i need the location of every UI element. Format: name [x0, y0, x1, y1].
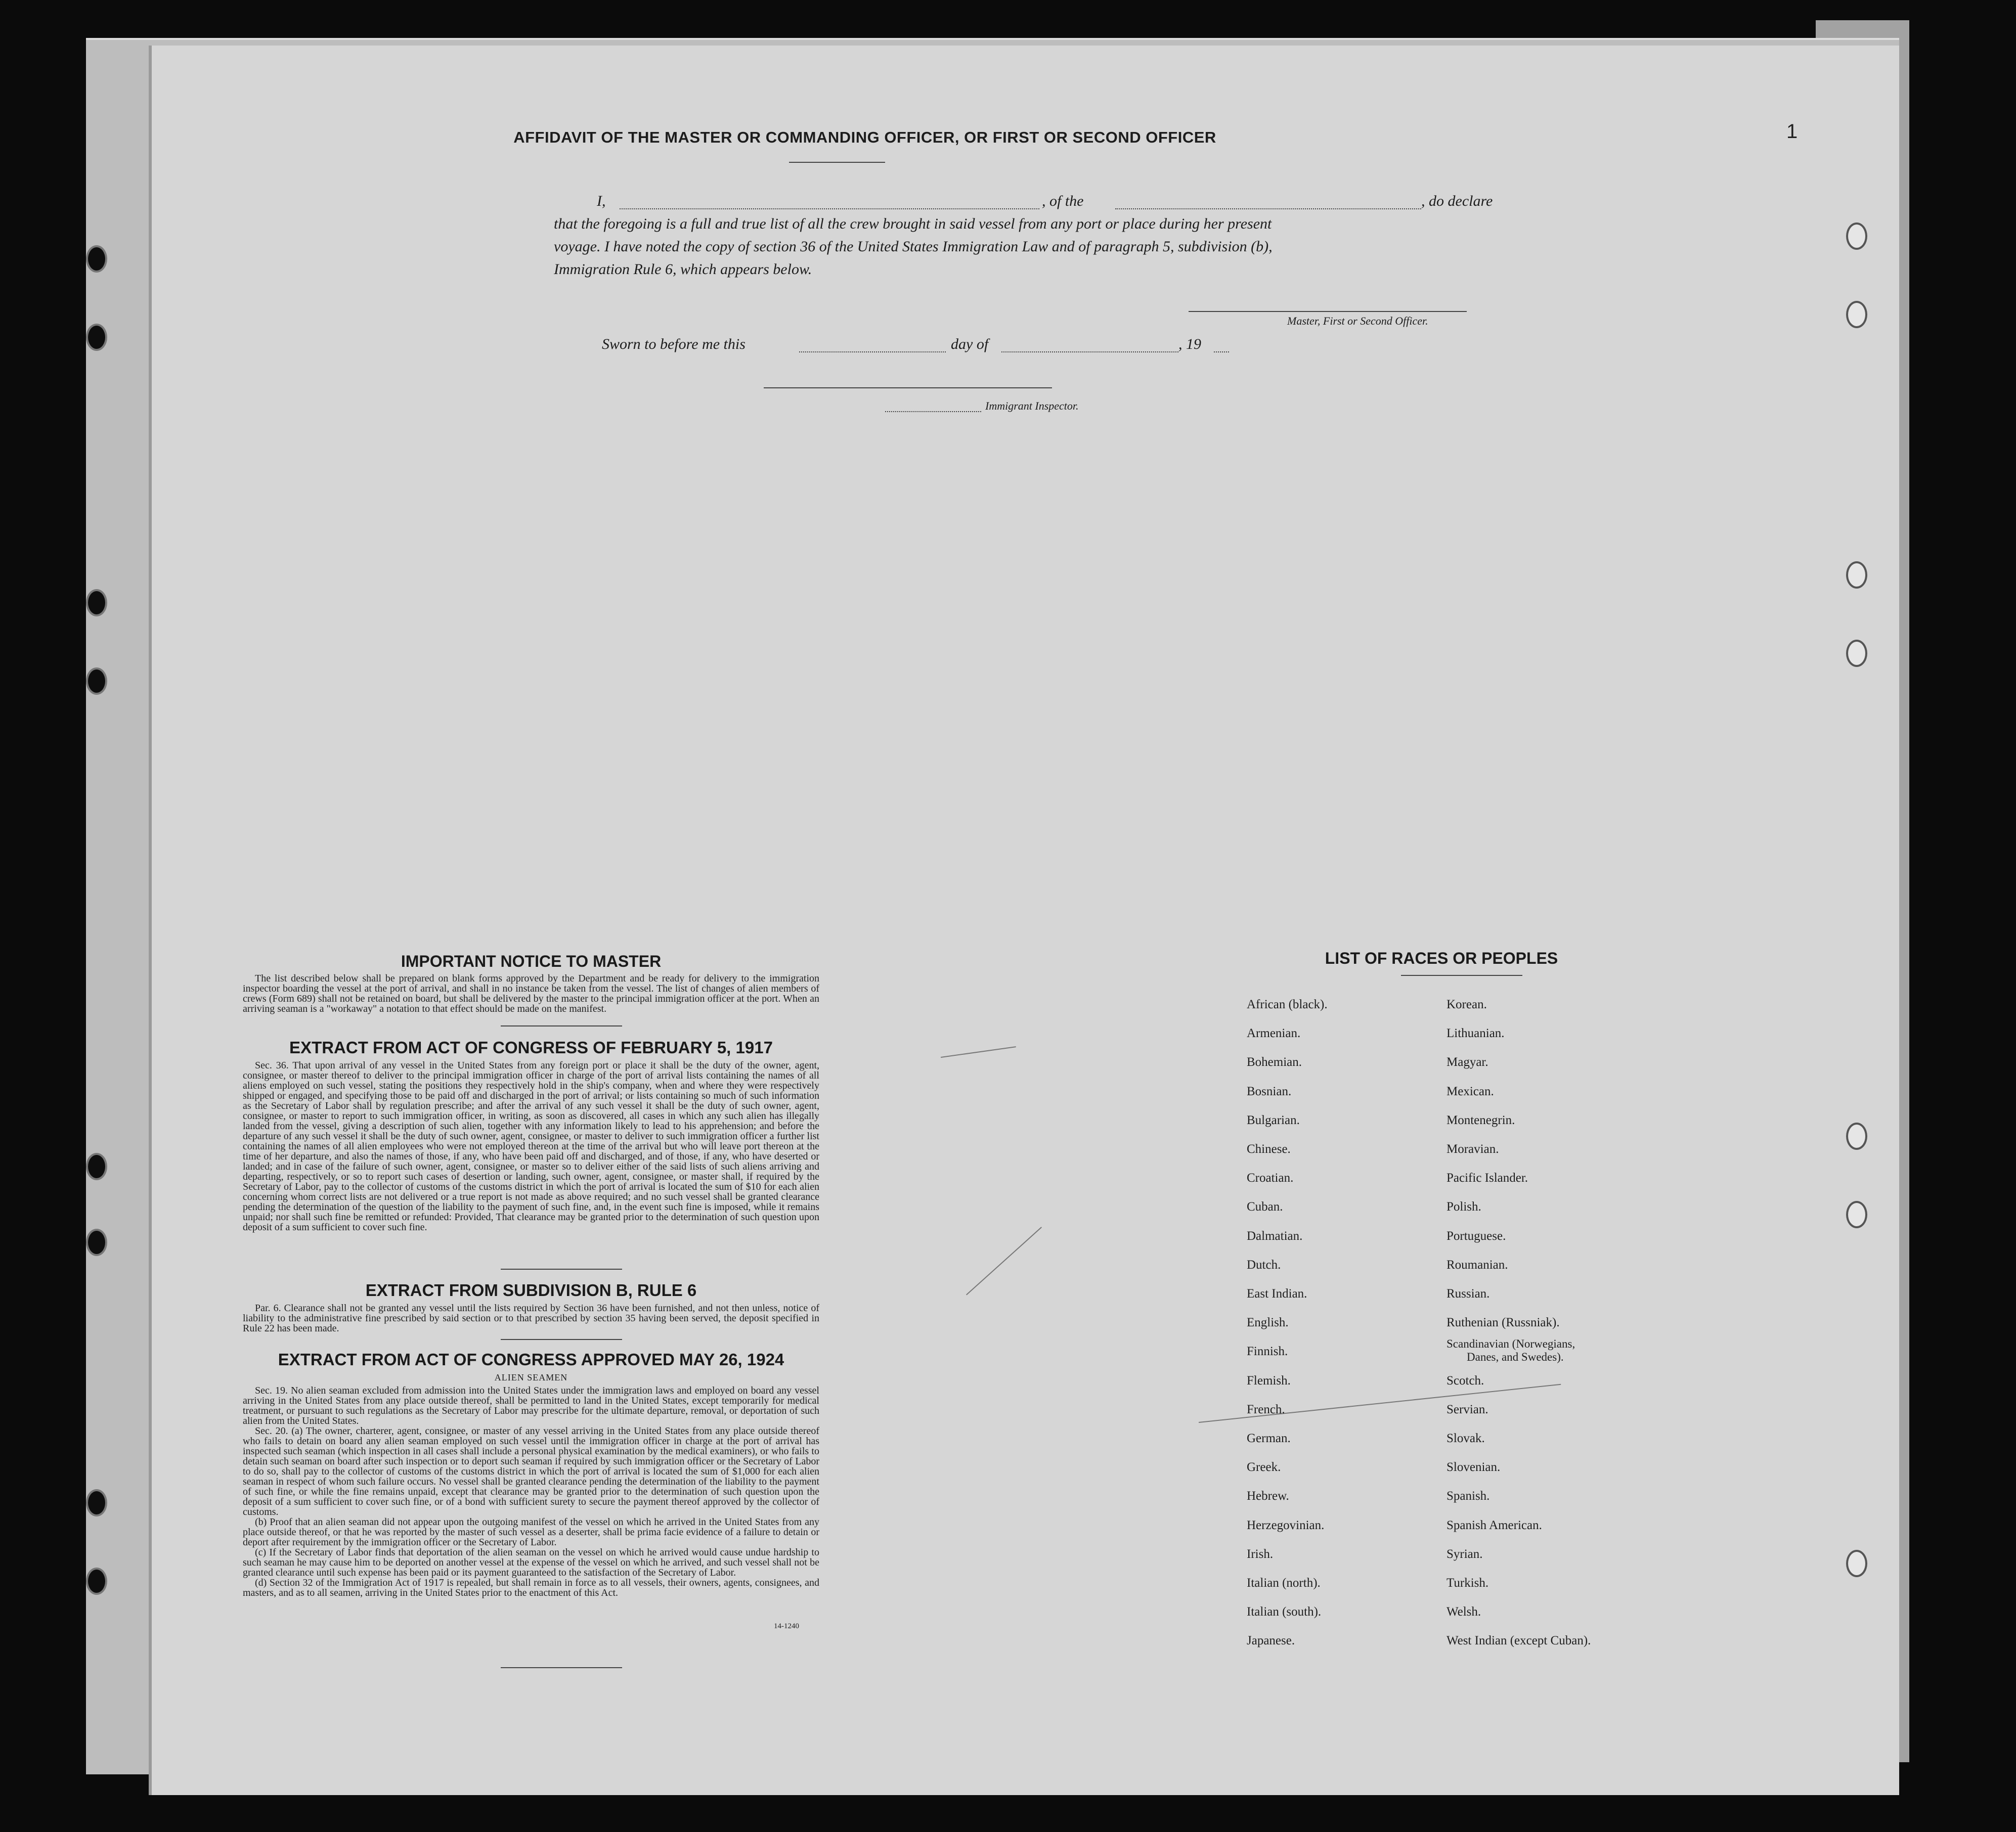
pencil-line-3 — [941, 1046, 1016, 1058]
race-right-item: Magyar. — [1447, 1055, 1488, 1069]
race-left-item: Dutch. — [1247, 1258, 1281, 1272]
binder-hole-2 — [86, 324, 107, 351]
race-left-item: Italian (north). — [1247, 1576, 1321, 1590]
affidavit-line-4: Immigration Rule 6, which appears below. — [554, 261, 812, 278]
binder-hole-right-2 — [1846, 301, 1867, 328]
race-right-item: Ruthenian (Russniak). — [1447, 1316, 1560, 1330]
race-right-item: Moravian. — [1447, 1142, 1499, 1156]
race-right-item: Spanish. — [1447, 1489, 1490, 1503]
race-right-item: Slovak. — [1447, 1432, 1485, 1445]
section-20b-paragraph: (b) Proof that an alien seaman did not appear upon the outgoing manifest of the vessel on which he arrived in the United States from any place outside thereof, or that he was reported by the master of such vessel as a deserter, shall be prima facie evidence of a failure to detain or deport after requirement by the immigration officer or the Secretary of Labor. — [243, 1516, 819, 1548]
extract-1917-text — [243, 1060, 819, 1263]
race-right-item: Polish. — [1447, 1200, 1481, 1214]
title-rule — [789, 162, 885, 163]
form-number: 14-1240 — [774, 1622, 799, 1630]
race-left-item: Hebrew. — [1247, 1489, 1289, 1503]
bottom-rule — [501, 1667, 622, 1668]
race-right-item: Servian. — [1447, 1402, 1488, 1416]
affidavit-title: AFFIDAVIT OF THE MASTER OR COMMANDING OFFICER, OR FIRST OR SECOND OFFICER — [513, 128, 1216, 146]
affidavit-sheet — [152, 46, 1899, 1795]
notice-text — [243, 973, 819, 1016]
binder-hole-6 — [86, 1229, 107, 1256]
binder-hole-right-5 — [1846, 1123, 1867, 1150]
affidavit-line-1 — [597, 190, 1659, 213]
race-right-item: West Indian (except Cuban). — [1447, 1634, 1591, 1648]
binder-hole-right-1 — [1846, 222, 1867, 250]
races-title: LIST OF RACES OR PEOPLES — [1325, 949, 1558, 967]
binder-hole-right-6 — [1846, 1201, 1867, 1228]
affidavit-i: I, — [597, 193, 606, 209]
affidavit-of-the: , of the — [1042, 193, 1084, 209]
extract-1917-title: EXTRACT FROM ACT OF CONGRESS OF FEBRUARY 5, 1917 — [289, 1038, 773, 1057]
race-right-item: Welsh. — [1447, 1605, 1481, 1619]
race-right-item: Syrian. — [1447, 1547, 1483, 1561]
race-left-item: Croatian. — [1247, 1171, 1294, 1185]
notice-paragraph: The list described below shall be prepared on blank forms approved by the Department and be ready for delivery to the immigration inspector boarding the vessel at the port of arrival, and shall in no instance be taken from the vessel. The list of changes of alien members of crews (Form 689) shall not be retained on board, but shall be delivered by the master to the principal immigration officer at the port. When an arriving seaman is a "workaway" a notation to that effect should be made on the manifest. — [243, 973, 819, 1014]
officer-label: Master, First or Second Officer. — [1287, 315, 1428, 327]
binder-hole-right-4 — [1846, 640, 1867, 667]
sworn-month-blank — [1001, 351, 1178, 352]
race-left-item: Flemish. — [1247, 1373, 1291, 1388]
section-20c-paragraph: (c) If the Secretary of Labor finds that deportation of the alien seaman on the vessel on which he arrived would cause undue hardship to such seaman he may cause him to be deported on another vessel at the expense of the vessel on which he arrived, and such vessel shall not be granted clearance until such expense has been paid or its payment guaranteed to the satisfaction of the Secretary of Labor. — [243, 1547, 819, 1578]
race-right-item: Slovenian. — [1447, 1460, 1501, 1474]
alien-seamen-subtitle: ALIEN SEAMEN — [494, 1372, 568, 1382]
affidavit-declare: , do declare — [1421, 193, 1493, 209]
section-20a-paragraph: Sec. 20. (a) The owner, charterer, agent, consignee, or master of any vessel arriving in the United States from any place outside thereof who fails to detain on board any alien seaman employed on such vessel until the immigration officer in charge at the port of arrival has inspected such seaman (which inspection in all cases shall include a personal physical examination by the medical examiners), or who fails to detain such seaman on board after such inspection or to deport such seaman if required by such immigration officer or the Secretary of Labor to do so, shall pay to the collector of customs of the customs district in which the port of arrival is located the sum of $1,000 for each alien seaman in respect of whom such failure occurs. No vessel shall be granted clearance pending the determination of the liability to the payment of such fine, or while the fine remains unpaid, except that clearance may be granted prior to the determination of such question upon the deposit of a sum sufficient to cover such fine, or of a bond with sufficient surety to secure the payment thereof approved by the collector of customs. — [243, 1425, 819, 1517]
binder-hole-right-7 — [1846, 1550, 1867, 1577]
pencil-line-2 — [966, 1227, 1042, 1295]
extract-1924-text — [243, 1386, 819, 1633]
binder-hole-7 — [86, 1489, 107, 1516]
race-right-item: Mexican. — [1447, 1084, 1494, 1098]
race-right-item: Danes, and Swedes). — [1467, 1351, 1564, 1364]
race-left-item: Bosnian. — [1247, 1084, 1292, 1098]
race-right-item: Scotch. — [1447, 1373, 1484, 1388]
inspector-signature-line — [764, 387, 1052, 388]
margin-mark: 1 — [1786, 120, 1798, 143]
race-left-item: Italian (south). — [1247, 1605, 1322, 1619]
affidavit-line-3: voyage. I have noted the copy of section 36 of the United States Immigration Law and of paragraph 5, subdivision (b), — [554, 238, 1273, 255]
year-label: , 19 — [1178, 336, 1201, 352]
section-36-paragraph: Sec. 36. That upon arrival of any vessel in the United States from any foreign port or place it shall be the duty of the owner, agent, consignee, or master thereof to deliver to the principal immigration officer in charge of the port of arrival lists containing the names of all aliens employed on such vessel, stating the positions they respectively hold in the ship's company, when and where they were respectively shipped or engaged, and specifying those to be paid off and discharged in the port of arrival; or lists containing so much of such information as the Secretary of Labor shall by regulation prescribe; and after the arrival of any such vessel it shall be the duty of such owner, agent, consignee, or master to report to such immigration officer, in writing, as soon as discovered, all cases in which any such alien has illegally landed from the vessel, giving a description of such alien, together with any information likely to lead to his apprehension; and before the departure of any such vessel it shall be the duty of such owner, agent, consignee, or master to deliver to such immigration officer a further list containing the names of all alien employees who were not employed thereon at the time of the arrival but who will leave port thereon at the time of her departure, and also the names of those, if any, who have been paid off and discharged, and of those, if any, who have deserted or landed; and in case of the failure of such owner, agent, consignee, or master so to deliver either of the said lists of such aliens arriving and departing, respectively, or so to report such cases of desertion or landing, such owner, agent, consignee, or master shall, if required by the Secretary of Labor, pay to the collector of customs of the customs district in which the port of arrival is located the sum of $10 for each alien concerning whom correct lists are not delivered or a true report is not made as above required; and no such vessel shall be granted clearance pending the determination of the question of the liability to the payment of such fine, and, in the event such fine is imposed, while it remains unpaid; nor shall such fine be remitted or refunded: Provided, That clearance may be granted prior to the determination of such question upon deposit of a sum sufficient to cover such fine. — [243, 1060, 819, 1233]
inspector-dots — [885, 411, 981, 412]
race-left-item: Chinese. — [1247, 1142, 1291, 1156]
day-of-label: day of — [951, 336, 989, 352]
race-right-item: Turkish. — [1447, 1576, 1489, 1590]
race-left-item: German. — [1247, 1432, 1291, 1445]
race-right-item: Scandinavian (Norwegians, — [1447, 1337, 1575, 1351]
race-left-item: Herzegovinian. — [1247, 1518, 1325, 1532]
section-20d-paragraph: (d) Section 32 of the Immigration Act of 1917 is repealed, but shall remain in force as to all vessels, their owners, agents, consignees, and masters, and as to all seamen, arriving in the United States prior to the enactment of this Act. — [243, 1577, 819, 1598]
race-left-item: English. — [1247, 1316, 1289, 1330]
race-right-item: Russian. — [1447, 1287, 1490, 1301]
race-left-item: Armenian. — [1247, 1026, 1301, 1041]
race-left-item: French. — [1247, 1402, 1285, 1416]
race-left-item: African (black). — [1247, 998, 1328, 1011]
inspector-label: Immigrant Inspector. — [985, 399, 1079, 412]
race-right-item: Portuguese. — [1447, 1229, 1506, 1243]
binder-hole-1 — [86, 245, 107, 273]
notice-title: IMPORTANT NOTICE TO MASTER — [401, 952, 662, 970]
vessel-blank — [1115, 208, 1421, 209]
race-left-item: Greek. — [1247, 1460, 1281, 1474]
race-right-item: Spanish American. — [1447, 1518, 1542, 1532]
race-left-item: Japanese. — [1247, 1634, 1295, 1648]
sworn-day-blank — [799, 351, 946, 352]
race-left-item: East Indian. — [1247, 1287, 1307, 1301]
race-right-item: Korean. — [1447, 998, 1487, 1011]
race-left-item: Finnish. — [1247, 1345, 1288, 1359]
officer-signature-line — [1189, 311, 1467, 312]
binder-hole-8 — [86, 1568, 107, 1595]
race-left-item: Irish. — [1247, 1547, 1274, 1561]
name-blank — [620, 208, 1039, 209]
race-right-item: Montenegrin. — [1447, 1113, 1515, 1127]
race-right-item: Pacific Islander. — [1447, 1171, 1528, 1185]
binder-hole-right-3 — [1846, 561, 1867, 589]
sworn-year-blank — [1214, 351, 1229, 352]
binder-hole-3 — [86, 589, 107, 616]
races-rule — [1401, 975, 1522, 976]
race-left-item: Dalmatian. — [1247, 1229, 1303, 1243]
paragraph-6: Par. 6. Clearance shall not be granted any vessel until the lists required by Section 36 have been furnished, and not then unless, notice of liability to the administrative fine prescribed by said section or to that prescribed by section 35 having been served, the deposit specified in Rule 22 has been made. — [243, 1303, 819, 1334]
notice-rule — [501, 1025, 622, 1026]
sworn-label: Sworn to before me this — [602, 336, 746, 352]
race-right-item: Lithuanian. — [1447, 1026, 1505, 1041]
rule-6-text — [243, 1303, 819, 1334]
race-left-item: Bulgarian. — [1247, 1113, 1300, 1127]
affidavit-line-2: that the foregoing is a full and true list of all the crew brought in said vessel from any port or place during her present — [554, 215, 1272, 232]
binder-hole-5 — [86, 1153, 107, 1180]
rule-6-rule — [501, 1339, 622, 1340]
extract-1917-rule — [501, 1269, 622, 1270]
binder-hole-4 — [86, 667, 107, 695]
section-19-paragraph: Sec. 19. No alien seaman excluded from admission into the United States under the immigration laws and employed on board any vessel arriving in the United States from any place outside thereof, shall be permitted to land in the United States, except temporarily for medical treatment, or pursuant to such regulations as the Secretary of Labor may prescribe for the ultimate departure, removal, or deportation of such alien from the United States. — [243, 1386, 819, 1426]
race-left-item: Bohemian. — [1247, 1055, 1302, 1069]
race-right-item: Roumanian. — [1447, 1258, 1508, 1272]
extract-1924-title: EXTRACT FROM ACT OF CONGRESS APPROVED MAY 26, 1924 — [278, 1350, 784, 1369]
race-left-item: Cuban. — [1247, 1200, 1283, 1214]
rule-6-title: EXTRACT FROM SUBDIVISION B, RULE 6 — [365, 1281, 697, 1300]
